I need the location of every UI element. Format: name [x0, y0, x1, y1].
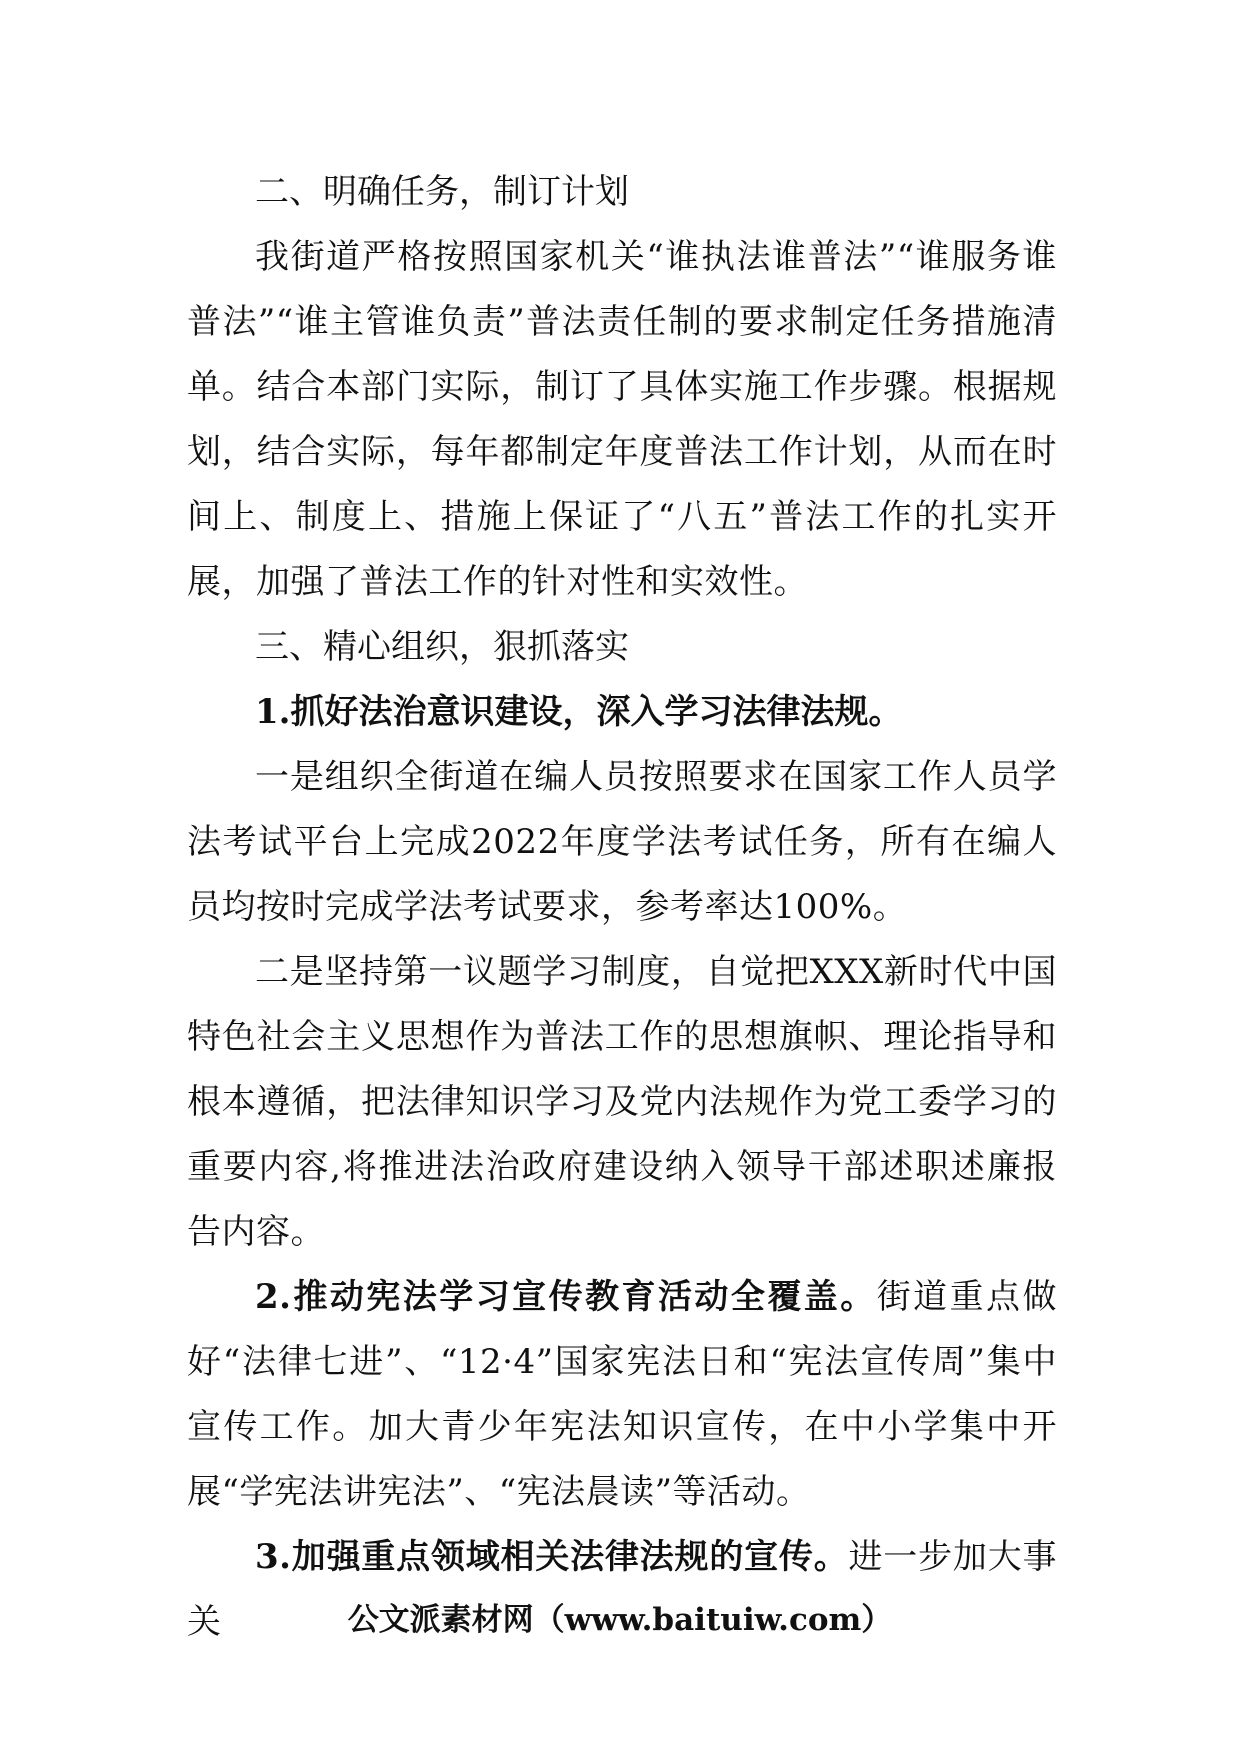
subheading-3: 3.加强重点领域相关法律法规的宣传。 [255, 1537, 849, 1577]
paragraph-study: 二是坚持第一议题学习制度，自觉把XXX新时代中国特色社会主义思想作为普法工作的思想旗帜、理论指导和根本遵循，把法律知识学习及党内法规作为党工委学习的重要内容,将推进法治政府建设纳入领导干部述职述廉报告内容。 [187, 952, 1057, 1252]
section-heading-2: 二、明确任务，制订计划 [255, 172, 629, 212]
section-heading-3: 三、精心组织，狠抓落实 [255, 627, 629, 667]
paragraph-constitution [187, 1265, 1057, 1525]
paragraph-key-areas-text: 进一步加大事关 [187, 1537, 1057, 1642]
paragraph-constitution-text: 街道重点做好“法律七进”、“12·4”国家宪法日和“宪法宣传周”集中宣传工作。加大青少年宪法知识宣传，在中小学集中开展“学宪法讲宪法”、“宪法晨读”等活动。 [187, 1277, 1057, 1512]
paragraph-plan: 我街道严格按照国家机关“谁执法谁普法”“谁服务谁普法”“谁主管谁负责”普法责任制的要求制定任务措施清单。结合本部门实际，制订了具体实施工作步骤。根据规划，结合实际，每年都制定年度普法工作计划，从而在时间上、制度上、措施上保证了“八五”普法工作的扎实开展，加强了普法工作的针对性和实效性。 [187, 237, 1057, 602]
document-body [187, 160, 1057, 1655]
subheading-2: 2.推动宪法学习宣传教育活动全覆盖。 [255, 1277, 877, 1317]
footer-watermark: 公文派素材网（www.baituiw.com） [347, 1602, 893, 1638]
subheading-1: 1.抓好法治意识建设，深入学习法律法规。 [255, 692, 903, 732]
paragraph-exam: 一是组织全街道在编人员按照要求在国家工作人员学法考试平台上完成2022年度学法考试任务，所有在编人员均按时完成学法考试要求，参考率达100%。 [187, 757, 1057, 927]
